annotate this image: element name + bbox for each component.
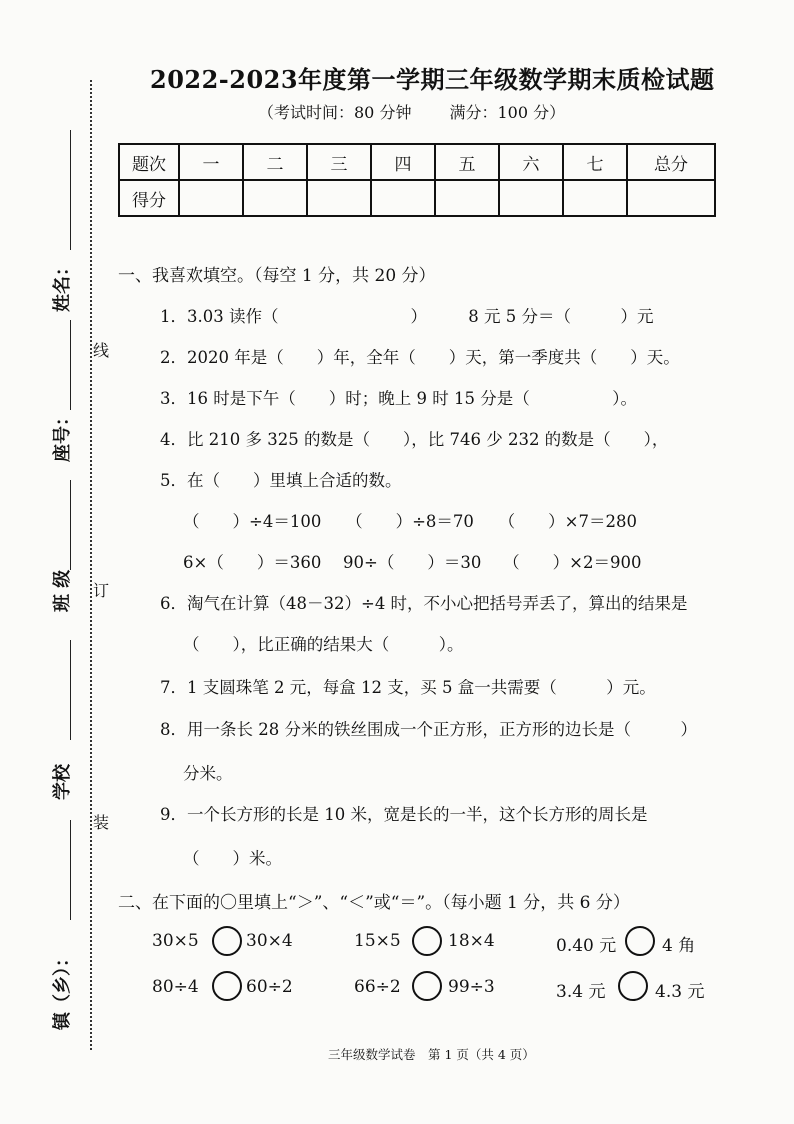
score-cell[interactable]	[435, 180, 499, 216]
q3: 3．16 时是下午（ ）时；晚上 9 时 15 分是（ ）。	[160, 389, 637, 408]
binding-char-staple: 订	[93, 581, 110, 600]
score-cell[interactable]	[307, 180, 371, 216]
name-underline	[70, 130, 71, 250]
binding-char-line: 线	[93, 341, 110, 360]
compare-circle[interactable]	[212, 971, 242, 1001]
score-cell[interactable]	[179, 180, 243, 216]
score-header-cell: 五	[435, 144, 499, 180]
q6: 6．淘气在计算（48－32）÷4 时，不小心把括号弄丢了，算出的结果是	[160, 594, 688, 613]
name-label: 姓名：	[52, 258, 73, 312]
score-cell[interactable]	[243, 180, 307, 216]
score-row-label: 得分	[119, 180, 179, 216]
q5: 5．在（ ）里填上合适的数。	[160, 471, 402, 490]
score-cell[interactable]	[371, 180, 435, 216]
score-cell[interactable]	[627, 180, 715, 216]
compare-right: 99÷3	[448, 977, 495, 997]
score-table-score-row	[119, 180, 715, 216]
seat-underline	[70, 320, 71, 410]
town-label: 镇（乡）：	[52, 949, 73, 1030]
compare-right: 4 角	[662, 936, 696, 956]
compare-left: 15×5	[354, 931, 401, 951]
score-header-cell: 三	[307, 144, 371, 180]
compare-left: 3.4 元	[556, 982, 606, 1002]
score-cell[interactable]	[499, 180, 563, 216]
q1: 1．3.03 读作（ ） 8 元 5 分＝（ ）元	[160, 307, 654, 326]
class-underline	[70, 480, 71, 570]
q5-row1: （ ）÷4＝100 （ ）÷8＝70 （ ）×7＝280	[183, 512, 637, 531]
compare-right: 4.3 元	[655, 982, 705, 1002]
compare-circle[interactable]	[412, 971, 442, 1001]
score-header-cell: 七	[563, 144, 627, 180]
school-label: 学校	[52, 764, 73, 800]
score-header-cell: 总分	[627, 144, 715, 180]
page-footer: 三年级数学试卷 第 1 页（共 4 页）	[328, 1047, 535, 1062]
exam-subtitle	[258, 100, 603, 123]
compare-left: 0.40 元	[556, 936, 617, 956]
exam-time: （考试时间：80 分钟	[258, 103, 412, 122]
score-header-cell: 四	[371, 144, 435, 180]
compare-circle[interactable]	[625, 926, 655, 956]
compare-circle[interactable]	[212, 926, 242, 956]
binding-dotted-line	[90, 80, 92, 1050]
q7: 7．1 支圆珠笔 2 元，每盒 12 支，买 5 盒一共需要（ ）元。	[160, 678, 656, 697]
school-underline	[70, 640, 71, 740]
section2-heading: 二、在下面的〇里填上“＞”、“＜”或“＝”。（每小题 1 分，共 6 分）	[118, 893, 630, 913]
score-header-cell: 六	[499, 144, 563, 180]
exam-full-score: 满分：100 分）	[449, 103, 566, 122]
compare-right: 30×4	[246, 931, 293, 951]
section1-heading: 一、我喜欢填空。（每空 1 分，共 20 分）	[118, 266, 436, 286]
class-label: 班 级	[52, 569, 73, 612]
score-table	[118, 143, 716, 217]
town-underline	[70, 820, 71, 920]
score-table-header-row	[119, 144, 715, 180]
score-header-cell: 二	[243, 144, 307, 180]
compare-left: 30×5	[152, 931, 199, 951]
q9: 9．一个长方形的长是 10 米，宽是长的一半，这个长方形的周长是	[160, 805, 648, 824]
binding-char-bind: 装	[93, 813, 110, 832]
compare-right: 18×4	[448, 931, 495, 951]
compare-left: 80÷4	[152, 977, 199, 997]
seat-label: 座号：	[52, 408, 73, 462]
compare-right: 60÷2	[246, 977, 293, 997]
q9-cont: （ ）米。	[183, 849, 282, 868]
q6-cont: （ ），比正确的结果大（ ）。	[183, 635, 464, 654]
q8-cont: 分米。	[183, 764, 233, 783]
score-cell[interactable]	[563, 180, 627, 216]
exam-title: 2022-2023年度第一学期三年级数学期末质检试题	[150, 65, 715, 94]
compare-circle[interactable]	[412, 926, 442, 956]
score-header-cell: 一	[179, 144, 243, 180]
compare-left: 66÷2	[354, 977, 401, 997]
q2: 2．2020 年是（ ）年，全年（ ）天，第一季度共（ ）天。	[160, 348, 680, 367]
q8: 8．用一条长 28 分米的铁丝围成一个正方形，正方形的边长是（ ）	[160, 720, 697, 739]
compare-circle[interactable]	[618, 971, 648, 1001]
score-header-cell: 题次	[119, 144, 179, 180]
q5-row2: 6×（ ）＝360 90÷（ ）＝30 （ ）×2＝900	[183, 553, 642, 572]
q4: 4．比 210 多 325 的数是（ ），比 746 少 232 的数是（ ），	[160, 430, 669, 449]
